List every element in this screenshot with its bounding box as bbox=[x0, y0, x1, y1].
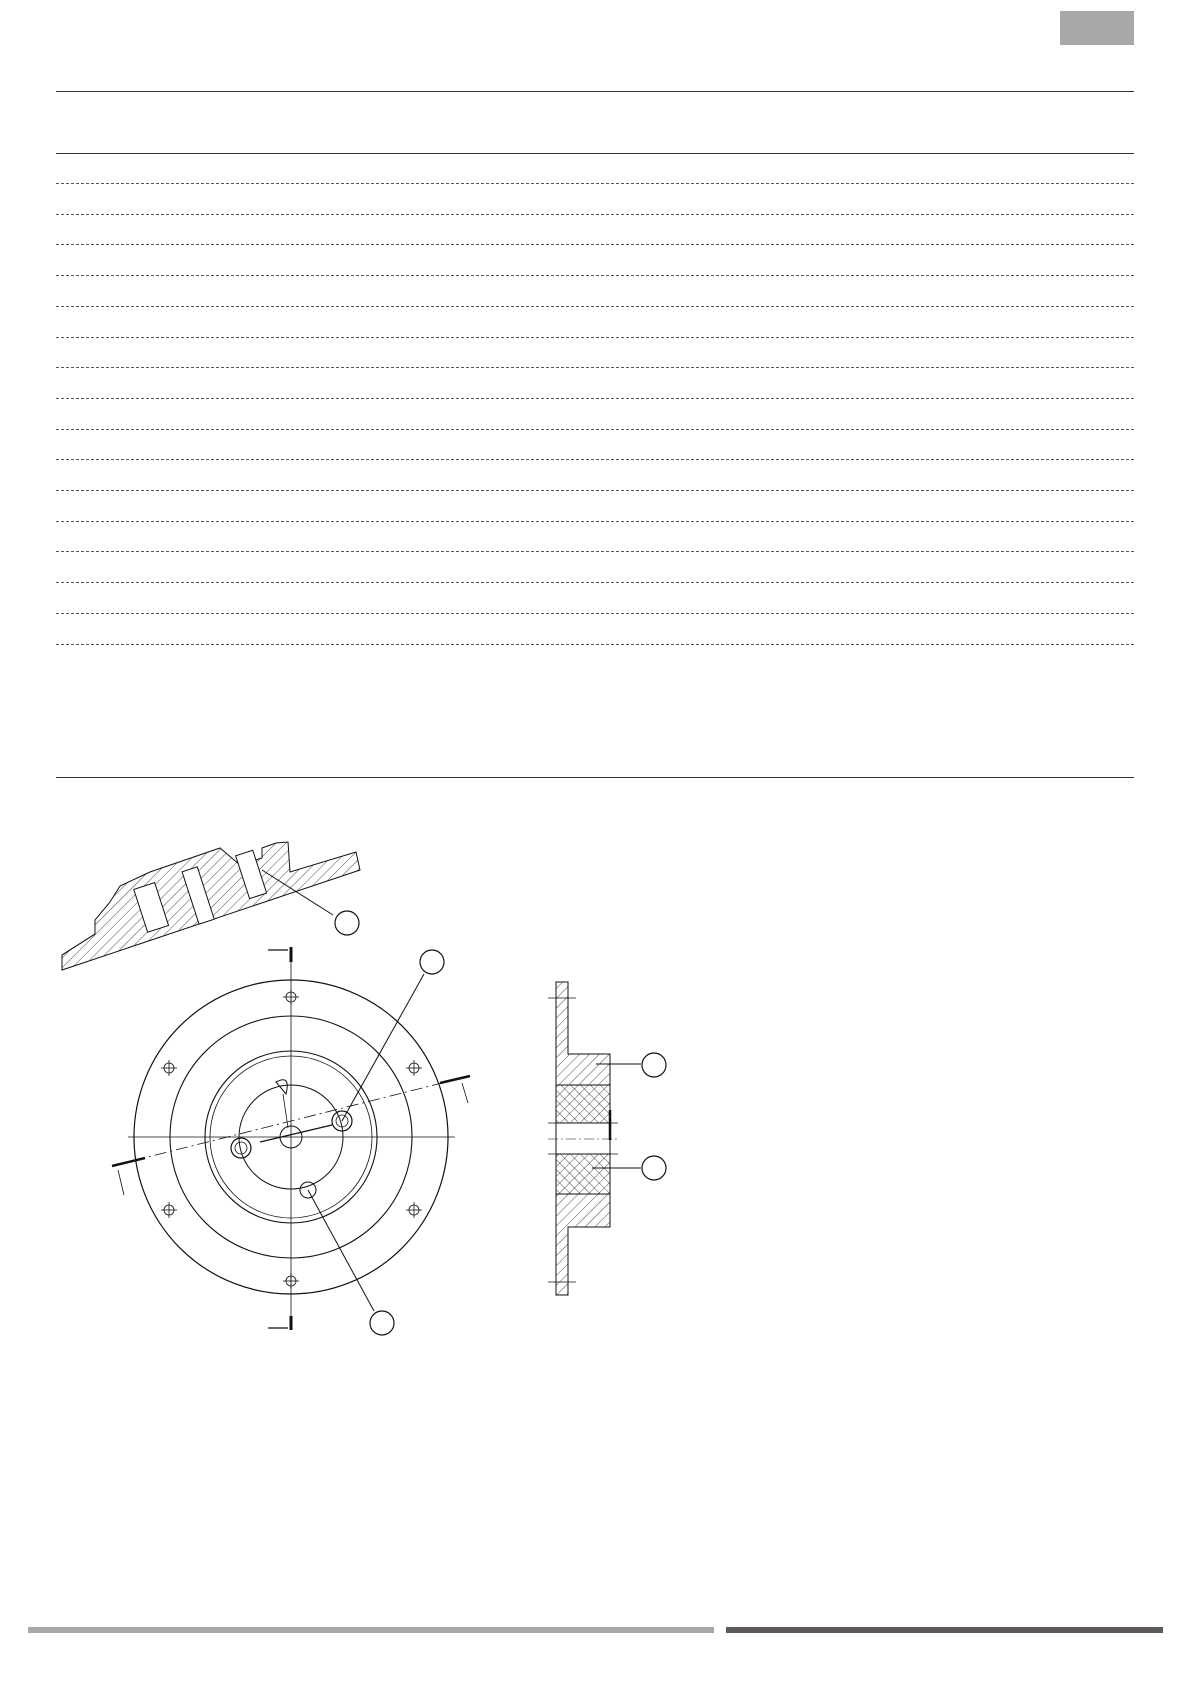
table-row bbox=[56, 644, 1134, 645]
section-rule bbox=[56, 777, 1134, 778]
flange-front-view bbox=[112, 947, 470, 1330]
table-row bbox=[56, 551, 1134, 552]
table-row bbox=[56, 306, 1134, 307]
callout-circle-4 bbox=[642, 1053, 666, 1077]
table-row bbox=[56, 521, 1134, 522]
flange-side-section-view bbox=[548, 982, 641, 1295]
table-row bbox=[56, 429, 1134, 430]
page-tab-label bbox=[1060, 11, 1134, 45]
table-row bbox=[56, 367, 1134, 368]
isometric-section-view bbox=[62, 842, 360, 970]
table-row bbox=[56, 398, 1134, 399]
callout-circle-2 bbox=[420, 950, 444, 974]
callout-circle-1 bbox=[335, 911, 359, 935]
top-rule bbox=[56, 91, 1134, 92]
callout-circle-3 bbox=[370, 1311, 394, 1335]
table-row bbox=[56, 244, 1134, 245]
table-row bbox=[56, 275, 1134, 276]
table-row bbox=[56, 613, 1134, 614]
table-row bbox=[56, 183, 1134, 184]
callout-circle-5 bbox=[642, 1156, 666, 1180]
table-row bbox=[56, 582, 1134, 583]
table-row bbox=[56, 459, 1134, 460]
table-row bbox=[56, 490, 1134, 491]
footer-bar-right bbox=[726, 1627, 1163, 1633]
table-row bbox=[56, 214, 1134, 215]
footer-bar-left bbox=[28, 1627, 714, 1633]
page-tab bbox=[1060, 11, 1134, 45]
table-row bbox=[56, 337, 1134, 338]
table-header-rule bbox=[56, 153, 1134, 154]
